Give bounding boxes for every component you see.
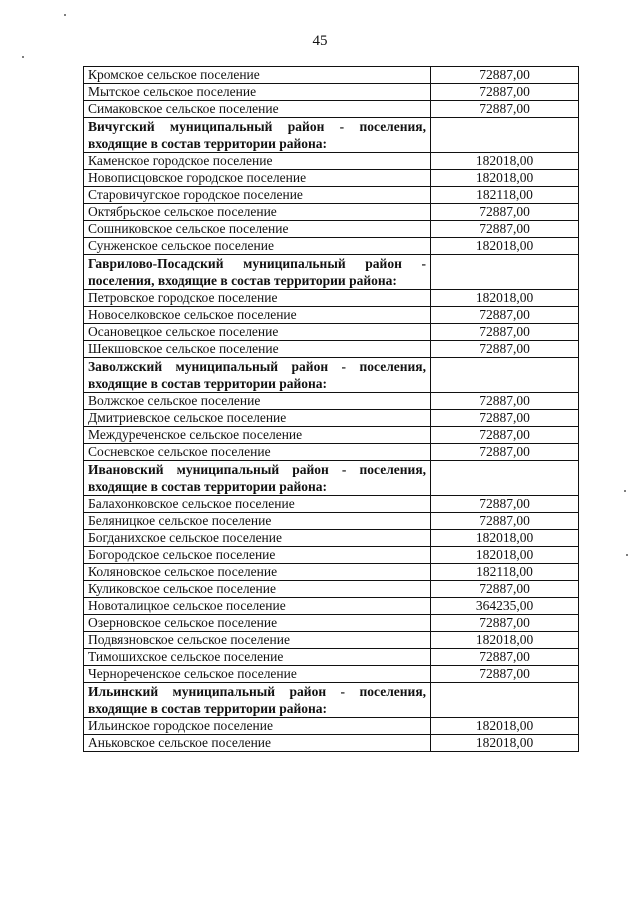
district-header: Гаврилово-Посадский муниципальный район - поселения, входящие в состав территории района: (84, 255, 431, 290)
amount-cell: 72887,00 (431, 101, 579, 118)
settlements-table (83, 66, 579, 752)
settlement-name: Аньковское сельское поселение (84, 735, 431, 752)
amount-cell: 182018,00 (431, 718, 579, 735)
settlement-name: Новописцовское городское поселение (84, 170, 431, 187)
settlement-name: Петровское городское поселение (84, 290, 431, 307)
scan-speck (626, 554, 628, 556)
page-number: 45 (312, 33, 328, 49)
settlement-name: Богданихское сельское поселение (84, 530, 431, 547)
settlement-name: Симаковское сельское поселение (84, 101, 431, 118)
amount-cell (431, 358, 579, 393)
settlement-name: Междуреченское сельское поселение (84, 427, 431, 444)
settlement-name: Беляницкое сельское поселение (84, 513, 431, 530)
table-row (84, 632, 579, 649)
amount-cell: 72887,00 (431, 649, 579, 666)
amount-cell: 364235,00 (431, 598, 579, 615)
table-row (84, 547, 579, 564)
amount-cell: 72887,00 (431, 581, 579, 598)
table-row (84, 393, 579, 410)
table-row (84, 204, 579, 221)
scan-speck (22, 56, 24, 58)
table-row (84, 187, 579, 204)
district-header: Ивановский муниципальный район - поселения, входящие в состав территории района: (84, 461, 431, 496)
settlement-name: Куликовское сельское поселение (84, 581, 431, 598)
table-body (84, 67, 579, 752)
table-row (84, 410, 579, 427)
amount-cell: 182018,00 (431, 530, 579, 547)
district-header-row (84, 358, 579, 393)
amount-cell: 72887,00 (431, 444, 579, 461)
scan-speck (624, 490, 626, 492)
settlement-name: Ильинское городское поселение (84, 718, 431, 735)
amount-cell: 72887,00 (431, 513, 579, 530)
amount-cell: 72887,00 (431, 427, 579, 444)
table-row (84, 666, 579, 683)
amount-cell: 72887,00 (431, 324, 579, 341)
district-header-row (84, 118, 579, 153)
scan-speck (64, 14, 66, 16)
district-header-row (84, 461, 579, 496)
amount-cell: 72887,00 (431, 67, 579, 84)
district-header: Ильинский муниципальный район - поселения, входящие в состав территории района: (84, 683, 431, 718)
settlement-name: Балахонковское сельское поселение (84, 496, 431, 513)
district-header-row (84, 255, 579, 290)
amount-cell: 182018,00 (431, 153, 579, 170)
amount-cell: 72887,00 (431, 410, 579, 427)
amount-cell (431, 118, 579, 153)
table-row (84, 341, 579, 358)
settlement-name: Новоталицкое сельское поселение (84, 598, 431, 615)
amount-cell: 72887,00 (431, 221, 579, 238)
settlement-name: Богородское сельское поселение (84, 547, 431, 564)
table-row (84, 615, 579, 632)
table-row (84, 221, 579, 238)
settlement-name: Мытское сельское поселение (84, 84, 431, 101)
settlement-name: Каменское городское поселение (84, 153, 431, 170)
amount-cell (431, 255, 579, 290)
table-row (84, 444, 579, 461)
settlement-name: Волжское сельское поселение (84, 393, 431, 410)
settlement-name: Озерновское сельское поселение (84, 615, 431, 632)
table-row (84, 101, 579, 118)
settlement-name: Старовичугское городское поселение (84, 187, 431, 204)
table-row (84, 290, 579, 307)
table-row (84, 170, 579, 187)
amount-cell: 182018,00 (431, 547, 579, 564)
table-row (84, 581, 579, 598)
settlement-name: Тимошихское сельское поселение (84, 649, 431, 666)
amount-cell: 182118,00 (431, 564, 579, 581)
settlement-name: Чернореченское сельское поселение (84, 666, 431, 683)
amount-cell: 72887,00 (431, 204, 579, 221)
amount-cell (431, 461, 579, 496)
amount-cell: 72887,00 (431, 84, 579, 101)
amount-cell: 182018,00 (431, 170, 579, 187)
table-row (84, 307, 579, 324)
settlement-name: Коляновское сельское поселение (84, 564, 431, 581)
amount-cell: 72887,00 (431, 393, 579, 410)
settlement-name: Новоселковское сельское поселение (84, 307, 431, 324)
table-row (84, 238, 579, 255)
settlement-name: Осановецкое сельское поселение (84, 324, 431, 341)
amount-cell: 72887,00 (431, 341, 579, 358)
table-row (84, 564, 579, 581)
table-row (84, 427, 579, 444)
settlement-name: Подвязновское сельское поселение (84, 632, 431, 649)
settlement-name: Кромское сельское поселение (84, 67, 431, 84)
amount-cell: 182118,00 (431, 187, 579, 204)
settlement-name: Шекшовское сельское поселение (84, 341, 431, 358)
table-row (84, 598, 579, 615)
amount-cell: 72887,00 (431, 666, 579, 683)
table-row (84, 513, 579, 530)
amount-cell: 182018,00 (431, 238, 579, 255)
table-row (84, 153, 579, 170)
amount-cell (431, 683, 579, 718)
settlement-name: Октябрьское сельское поселение (84, 204, 431, 221)
table-row (84, 324, 579, 341)
district-header: Заволжский муниципальный район - поселения, входящие в состав территории района: (84, 358, 431, 393)
amount-cell: 72887,00 (431, 496, 579, 513)
amount-cell: 182018,00 (431, 735, 579, 752)
district-header: Вичугский муниципальный район - поселения, входящие в состав территории района: (84, 118, 431, 153)
table-row (84, 735, 579, 752)
table-row (84, 649, 579, 666)
district-header-row (84, 683, 579, 718)
settlement-name: Сошниковское сельское поселение (84, 221, 431, 238)
table-row (84, 67, 579, 84)
settlement-name: Дмитриевское сельское поселение (84, 410, 431, 427)
table-row (84, 496, 579, 513)
amount-cell: 182018,00 (431, 632, 579, 649)
table-row (84, 84, 579, 101)
amount-cell: 72887,00 (431, 307, 579, 324)
settlement-name: Сунженское сельское поселение (84, 238, 431, 255)
settlement-name: Сосневское сельское поселение (84, 444, 431, 461)
amount-cell: 72887,00 (431, 615, 579, 632)
table-row (84, 530, 579, 547)
amount-cell: 182018,00 (431, 290, 579, 307)
table-row (84, 718, 579, 735)
